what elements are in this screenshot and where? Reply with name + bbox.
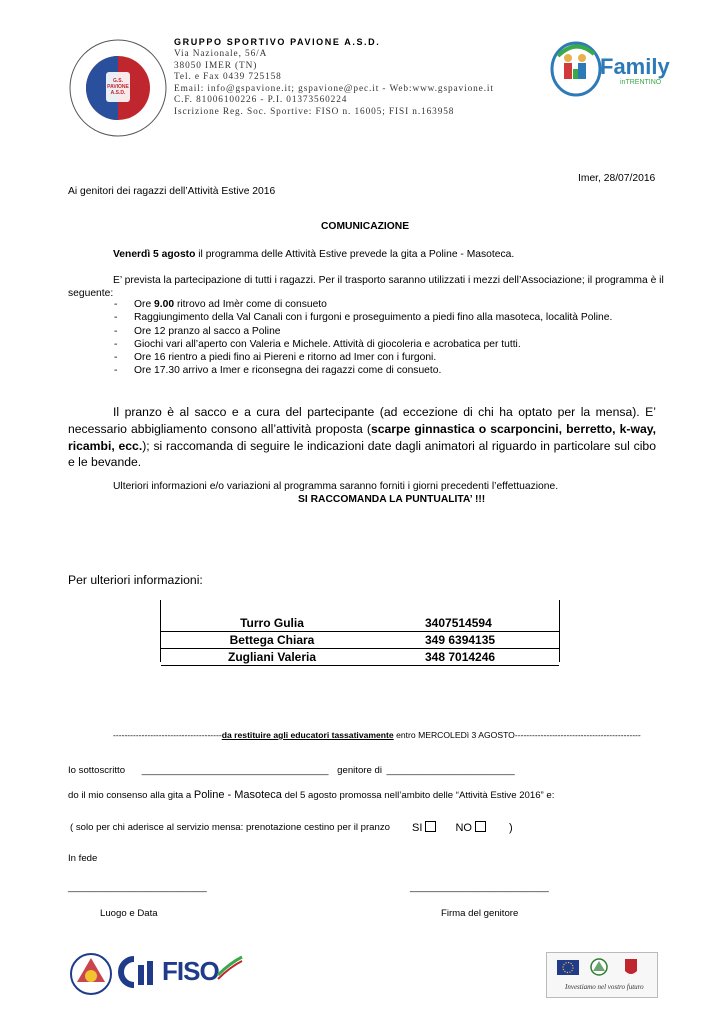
- signature-line[interactable]: __________________________: [410, 882, 549, 893]
- banner-caption: Investiamo nel vostro futuro: [565, 983, 644, 991]
- letter-intro: [113, 248, 514, 261]
- club-info-line: Email: info@gspavione.it; gspavione@pec.it - Web:www.gspavione.it: [174, 83, 494, 94]
- intro-date: Venerdì 5 agosto: [113, 249, 196, 260]
- fisi-logo: [70, 952, 112, 996]
- letter-date: Imer, 28/07/2016: [578, 173, 656, 184]
- meal-line: [70, 822, 390, 833]
- contact-name: Bettega Chiara: [161, 632, 383, 649]
- contact-phone: 348 7014246: [383, 649, 559, 666]
- contact-phone: 349 6394135: [383, 632, 559, 649]
- no-label: NO: [455, 822, 472, 834]
- signature-label: Firma del genitore: [441, 908, 519, 919]
- no-checkbox[interactable]: [475, 821, 486, 832]
- transport-line-2: seguente:: [68, 288, 114, 299]
- eu-funding-banner: [546, 952, 658, 998]
- list-item: - Raggiungimento della Val Canali con i furgoni e proseguimento a piedi fino alla masoteca, località Poline.: [114, 312, 612, 325]
- transport-line-1: E’ prevista la partecipazione di tutti i ragazzi. Per il trasporto saranno utilizzati i mezzi dell’Associazione; il programma è il: [113, 275, 664, 286]
- signer-label: Io sottoscritto: [68, 765, 126, 776]
- table-row: [161, 649, 559, 666]
- list-item: - Ore 12 pranzo al sacco a Poline: [114, 326, 612, 339]
- place-date-label: Luogo e Data: [100, 908, 158, 919]
- place-date-line[interactable]: __________________________: [68, 882, 207, 893]
- contacts-table: [160, 600, 560, 662]
- punctuality-note: SI RACCOMANDA LA PUNTUALITA’ !!!: [298, 494, 486, 505]
- consent-line: do il mio consenso alla gita a Poline - Masoteca del 5 agosto promossa nell’ambito delle “Attività Estive 2016” e:: [68, 789, 555, 801]
- in-fede: In fede: [68, 853, 98, 864]
- table-row: [161, 615, 559, 632]
- club-logo: [68, 38, 168, 138]
- contact-name: Zugliani Valeria: [161, 649, 383, 666]
- intro-text: il programma delle Attività Estive prevede la gita a Poline - Masoteca.: [195, 249, 515, 260]
- child-name-field[interactable]: ________________________: [386, 765, 515, 776]
- letter-recipient: Ai genitori dei ragazzi dell’Attività Estive 2016: [68, 186, 276, 197]
- meal-choice: [412, 821, 513, 834]
- contact-phone: 3407514594: [383, 615, 559, 632]
- csi-logo: [116, 955, 156, 989]
- list-item: - Ore 9.00 ritrovo ad Imèr come di consueto: [114, 299, 612, 312]
- family-logo-subtitle: inTRENTINO: [620, 79, 662, 86]
- club-info-line: Via Nazionale, 56/A: [174, 49, 268, 59]
- letter-heading: COMUNICAZIONE: [321, 221, 410, 232]
- parent-label: genitore di: [337, 765, 382, 776]
- list-item: - Giochi vari all’aperto con Valeria e Michele. Attività di giocoleria e acrobatica per tutti.: [114, 339, 612, 352]
- cut-line: --------------------------------------da restituire agli educatori tassativamente entro MERCOLEDì 3 AGOSTO--------------------------------------------: [113, 730, 641, 740]
- club-name: GRUPPO SPORTIVO PAVIONE A.S.D.: [174, 37, 381, 47]
- list-item: - Ore 17.30 arrivo a Imer e riconsegna dei ragazzi come di consueto.: [114, 365, 612, 378]
- family-trentino-logo: [550, 36, 668, 98]
- fiso-text: FISO: [162, 956, 219, 986]
- yes-checkbox[interactable]: [425, 821, 436, 832]
- letter-para-transport: [68, 274, 668, 300]
- club-info: [174, 49, 494, 119]
- yes-label: SI: [412, 822, 423, 834]
- contact-name: Turro Gulia: [161, 615, 383, 632]
- club-info-line: Iscrizione Reg. Soc. Sportive: FISO n. 16005; FISI n.163958: [174, 106, 455, 117]
- meal-text: ( solo per chi aderisce al servizio mensa: prenotazione cestino per il pranzo: [70, 822, 390, 833]
- list-item: - Ore 16 rientro a piedi fino ai Piereni e ritorno ad Imer con i furgoni.: [114, 352, 612, 365]
- club-info-line: C.F. 81006100226 - P.I. 01373560224: [174, 95, 348, 106]
- close-paren: ): [509, 822, 513, 834]
- logo-center-text: G.S. PAVIONE A.S.D.: [107, 78, 129, 96]
- program-list: [114, 299, 612, 379]
- club-info-line: 38050 IMER (TN): [174, 60, 258, 71]
- fiso-logo: [160, 953, 244, 987]
- signer-name-field[interactable]: ___________________________________: [141, 765, 329, 776]
- further-info: Ulteriori informazioni e/o variazioni al programma saranno forniti i giorni precedenti l’effettuazione.: [113, 481, 559, 492]
- contacts-label: Per ulteriori informazioni:: [68, 573, 203, 587]
- family-logo-title: Family: [600, 54, 670, 79]
- club-info-line: Tel. e Fax 0439 725158: [174, 72, 282, 83]
- signer-line: [68, 765, 515, 776]
- lunch-paragraph: Il pranzo è al sacco e a cura del partecipante (ad eccezione di chi ha optato per la mensa). E’ necessario abbigliamento consono all’attività proposta (scarpe ginnastica o scarponcini, berretto, k-way, ricambi, ecc.); si raccomanda di seguire le indicazioni date dagli animatori al riguardo in particolare sul cibo e le bevande.: [68, 405, 656, 470]
- table-row: [161, 632, 559, 649]
